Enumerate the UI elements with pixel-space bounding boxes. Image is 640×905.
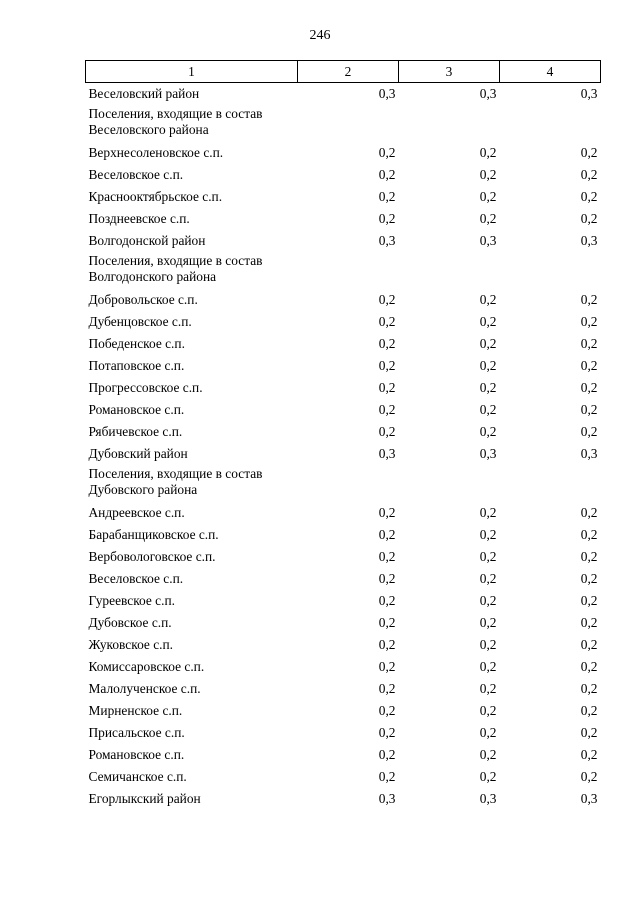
- value-col-3-cell: [399, 105, 500, 142]
- value-col-2-cell: 0,2: [378, 401, 396, 417]
- value-col-3-cell: 0,2: [479, 313, 497, 329]
- value-col-3-cell: 0,2: [479, 702, 497, 718]
- value-col-4-cell: 0,3: [580, 232, 598, 248]
- value-col-2-cell: 0,2: [378, 291, 396, 307]
- value-col-3-cell: 0,3: [479, 445, 497, 461]
- table-row: [86, 612, 601, 634]
- table-row: [86, 524, 601, 546]
- value-col-3-cell: 0,2: [479, 526, 497, 542]
- value-col-2-cell: 0,2: [378, 144, 396, 160]
- column-header-2: 2: [298, 61, 399, 83]
- territory-name-cell: Семичанское с.п.: [88, 768, 187, 784]
- value-col-4-cell: 0,2: [580, 724, 598, 740]
- value-col-3-cell: 0,2: [479, 335, 497, 351]
- value-col-2-cell: 0,2: [378, 548, 396, 564]
- value-col-2-cell: 0,2: [378, 702, 396, 718]
- value-col-4-cell: 0,2: [580, 401, 598, 417]
- value-col-2-cell: 0,2: [378, 504, 396, 520]
- value-col-4-cell: [500, 465, 601, 502]
- value-col-3-cell: 0,3: [479, 232, 497, 248]
- territory-name-cell: Мирненское с.п.: [88, 702, 183, 718]
- territory-name-cell: Барабанщиковское с.п.: [88, 526, 219, 542]
- value-col-4-cell: 0,2: [580, 504, 598, 520]
- table-row: [86, 83, 601, 105]
- territory-name-cell: Веселовский район: [88, 86, 200, 101]
- page-number: 246: [309, 28, 331, 43]
- territory-name-cell: Поселения, входящие в состав Дубовского района: [88, 465, 263, 497]
- value-col-2-cell: 0,2: [378, 768, 396, 784]
- table-row: [86, 722, 601, 744]
- territory-name-cell: Добровольское с.п.: [88, 291, 198, 307]
- value-col-4-cell: 0,2: [580, 188, 598, 204]
- territory-name-cell: Веселовское с.п.: [88, 166, 184, 182]
- value-col-2-cell: 0,2: [378, 592, 396, 608]
- value-col-3-cell: 0,2: [479, 570, 497, 586]
- value-col-4-cell: 0,2: [580, 210, 598, 226]
- value-col-3-cell: 0,2: [479, 724, 497, 740]
- territory-name-cell: Романовское с.п.: [88, 746, 185, 762]
- territory-name-cell: Дубовское с.п.: [88, 614, 172, 630]
- table-row: [86, 164, 601, 186]
- territory-name-cell: Прогрессовское с.п.: [88, 379, 203, 395]
- value-col-2-cell: 0,3: [378, 86, 396, 101]
- table-group-row: [86, 252, 601, 289]
- table-row: [86, 700, 601, 722]
- value-col-2-cell: 0,2: [378, 357, 396, 373]
- value-col-2-cell: 0,2: [378, 614, 396, 630]
- value-col-4-cell: 0,2: [580, 746, 598, 762]
- territory-name-cell: Краснооктябрьское с.п.: [88, 188, 223, 204]
- territory-name-cell: Волгодонской район: [88, 232, 206, 248]
- value-col-3-cell: [399, 465, 500, 502]
- value-col-2-cell: 0,2: [378, 526, 396, 542]
- rates-table-container: [85, 60, 600, 810]
- value-col-4-cell: 0,2: [580, 335, 598, 351]
- value-col-4-cell: 0,2: [580, 702, 598, 718]
- territory-name-cell: Поселения, входящие в состав Волгодонского района: [88, 252, 263, 284]
- table-row: [86, 678, 601, 700]
- column-header-4: 4: [500, 61, 601, 83]
- value-col-3-cell: 0,2: [479, 291, 497, 307]
- value-col-2-cell: 0,2: [378, 570, 396, 586]
- territory-name-cell: Егорлыкский район: [88, 790, 201, 806]
- value-col-2-cell: 0,2: [378, 188, 396, 204]
- value-col-3-cell: 0,2: [479, 658, 497, 674]
- value-col-3-cell: 0,2: [479, 768, 497, 784]
- table-row: [86, 656, 601, 678]
- table-group-row: [86, 105, 601, 142]
- territory-name-cell: Дубовский район: [88, 445, 188, 461]
- value-col-3-cell: 0,2: [479, 680, 497, 696]
- territory-name-cell: Веселовское с.п.: [88, 570, 184, 586]
- value-col-3-cell: 0,2: [479, 746, 497, 762]
- value-col-4-cell: 0,2: [580, 680, 598, 696]
- value-col-2-cell: 0,2: [378, 166, 396, 182]
- value-col-4-cell: 0,2: [580, 291, 598, 307]
- value-col-4-cell: 0,2: [580, 570, 598, 586]
- value-col-2-cell: 0,2: [378, 379, 396, 395]
- table-row: [86, 186, 601, 208]
- value-col-4-cell: 0,2: [580, 592, 598, 608]
- territory-name-cell: Рябичевское с.п.: [88, 423, 183, 439]
- value-col-3-cell: 0,2: [479, 592, 497, 608]
- value-col-2-cell: 0,2: [378, 313, 396, 329]
- value-col-4-cell: 0,2: [580, 379, 598, 395]
- table-row: [86, 333, 601, 355]
- value-col-4-cell: 0,2: [580, 313, 598, 329]
- table-header: [86, 61, 601, 83]
- value-col-2-cell: [298, 105, 399, 142]
- table-body: [86, 83, 601, 810]
- value-col-3-cell: 0,2: [479, 504, 497, 520]
- value-col-4-cell: [500, 252, 601, 289]
- table-row: [86, 230, 601, 252]
- territory-name-cell: Поселения, входящие в состав Веселовского района: [88, 105, 263, 137]
- table-row: [86, 355, 601, 377]
- value-col-4-cell: 0,3: [580, 86, 598, 101]
- table-row: [86, 443, 601, 465]
- value-col-3-cell: 0,2: [479, 423, 497, 439]
- value-col-3-cell: 0,2: [479, 401, 497, 417]
- value-col-2-cell: 0,2: [378, 680, 396, 696]
- value-col-2-cell: 0,2: [378, 210, 396, 226]
- territory-name-cell: Позднеевское с.п.: [88, 210, 190, 226]
- value-col-4-cell: 0,3: [580, 790, 598, 806]
- value-col-2-cell: 0,2: [378, 636, 396, 652]
- table-row: [86, 634, 601, 656]
- value-col-3-cell: 0,2: [479, 188, 497, 204]
- value-col-3-cell: 0,2: [479, 357, 497, 373]
- value-col-3-cell: 0,2: [479, 614, 497, 630]
- table-row: [86, 502, 601, 524]
- table-row: [86, 788, 601, 810]
- table-row: [86, 421, 601, 443]
- value-col-3-cell: 0,2: [479, 636, 497, 652]
- value-col-2-cell: 0,2: [378, 335, 396, 351]
- table-row: [86, 590, 601, 612]
- value-col-4-cell: 0,2: [580, 636, 598, 652]
- table-row: [86, 546, 601, 568]
- value-col-4-cell: 0,2: [580, 768, 598, 784]
- rates-table: [85, 60, 601, 810]
- table-group-row: [86, 465, 601, 502]
- value-col-4-cell: 0,2: [580, 166, 598, 182]
- territory-name-cell: Вербовологовское с.п.: [88, 548, 216, 564]
- value-col-4-cell: 0,3: [580, 445, 598, 461]
- value-col-3-cell: 0,3: [479, 790, 497, 806]
- value-col-2-cell: 0,2: [378, 724, 396, 740]
- value-col-3-cell: 0,2: [479, 379, 497, 395]
- value-col-3-cell: [399, 252, 500, 289]
- value-col-3-cell: 0,2: [479, 144, 497, 160]
- column-header-3: 3: [399, 61, 500, 83]
- header-row: [86, 61, 601, 83]
- territory-name-cell: Андреевское с.п.: [88, 504, 185, 520]
- territory-name-cell: Жуковское с.п.: [88, 636, 174, 652]
- territory-name-cell: Присальское с.п.: [88, 724, 185, 740]
- table-row: [86, 766, 601, 788]
- table-row: [86, 311, 601, 333]
- value-col-2-cell: 0,2: [378, 423, 396, 439]
- table-row: [86, 377, 601, 399]
- value-col-2-cell: [298, 252, 399, 289]
- table-row: [86, 289, 601, 311]
- value-col-4-cell: 0,2: [580, 526, 598, 542]
- value-col-4-cell: 0,2: [580, 423, 598, 439]
- value-col-4-cell: 0,2: [580, 357, 598, 373]
- value-col-4-cell: 0,2: [580, 144, 598, 160]
- territory-name-cell: Верхнесоленовское с.п.: [88, 144, 224, 160]
- value-col-3-cell: 0,3: [479, 86, 497, 101]
- value-col-4-cell: 0,2: [580, 658, 598, 674]
- territory-name-cell: Гуреевское с.п.: [88, 592, 175, 608]
- table-row: [86, 744, 601, 766]
- territory-name-cell: Комиссаровское с.п.: [88, 658, 205, 674]
- value-col-4-cell: 0,2: [580, 614, 598, 630]
- value-col-3-cell: 0,2: [479, 548, 497, 564]
- table-row: [86, 142, 601, 164]
- value-col-3-cell: 0,2: [479, 166, 497, 182]
- column-header-1: 1: [86, 61, 298, 83]
- territory-name-cell: Малолученское с.п.: [88, 680, 201, 696]
- value-col-2-cell: 0,3: [378, 232, 396, 248]
- value-col-2-cell: 0,3: [378, 445, 396, 461]
- territory-name-cell: Дубенцовское с.п.: [88, 313, 192, 329]
- value-col-2-cell: 0,3: [378, 790, 396, 806]
- table-row: [86, 568, 601, 590]
- value-col-2-cell: 0,2: [378, 746, 396, 762]
- territory-name-cell: Романовское с.п.: [88, 401, 185, 417]
- value-col-2-cell: 0,2: [378, 658, 396, 674]
- territory-name-cell: Победенское с.п.: [88, 335, 185, 351]
- table-row: [86, 208, 601, 230]
- value-col-4-cell: [500, 105, 601, 142]
- table-row: [86, 399, 601, 421]
- value-col-3-cell: 0,2: [479, 210, 497, 226]
- value-col-2-cell: [298, 465, 399, 502]
- territory-name-cell: Потаповское с.п.: [88, 357, 185, 373]
- value-col-4-cell: 0,2: [580, 548, 598, 564]
